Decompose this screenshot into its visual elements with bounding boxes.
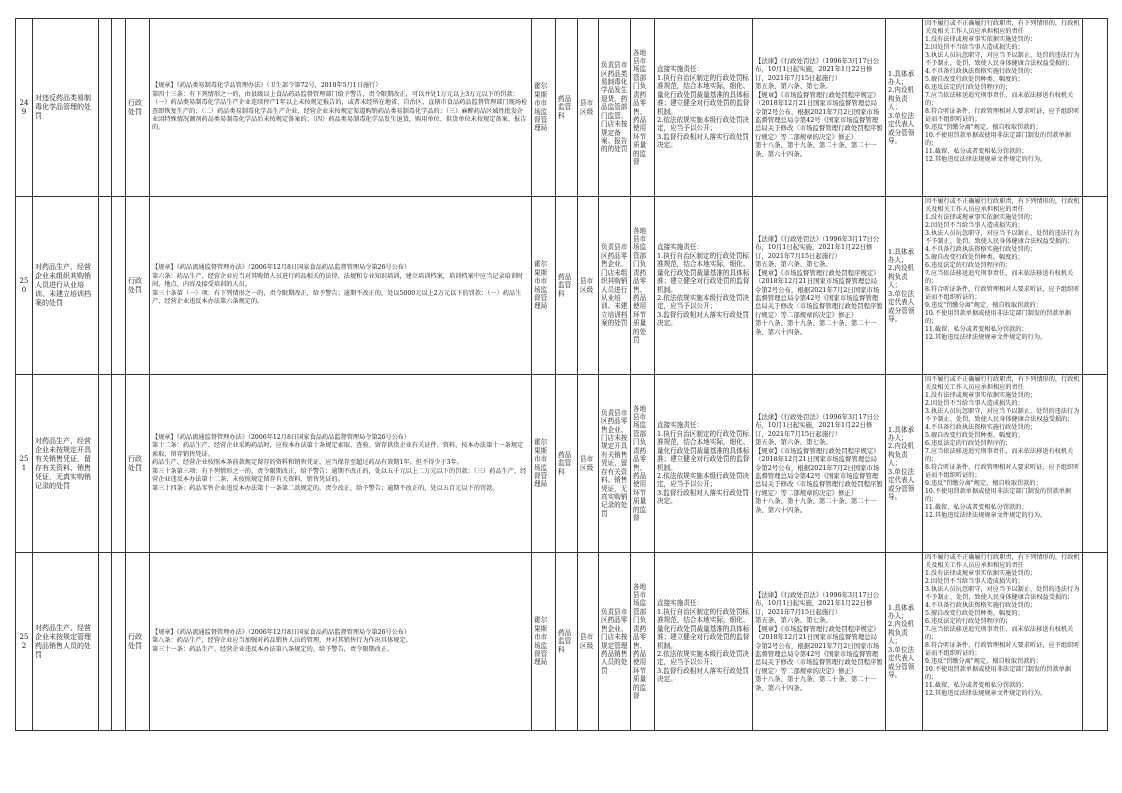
power-list-sheet [15, 18, 1107, 731]
row-number: 251 [16, 375, 33, 553]
item-name: 对药品生产、经营企业未组织其购销人员进行从业培训、未建立培训档案的处罚 [33, 197, 99, 375]
empty-cell [99, 19, 112, 197]
item-name: 对药品生产、经营企业未按规定开具有关销售凭证，留存有关资料、销售凭证，无真实购销记录的处罚 [33, 375, 99, 553]
accountable-subjects: 1.具体承办人； 2.内设机构负责人； 3.单位法定代表人或分管领导。 [886, 197, 923, 375]
table-row [16, 375, 1108, 553]
empty-cell [99, 553, 112, 731]
responsible-office: 药品监管科 [556, 197, 578, 375]
supervising-authority: 各地县市场监管部门负责药品零售、药品使用环节质量的监督 [631, 19, 655, 197]
accountability-situations: 因不履行或不正确履行行政职责，有下列情形的，行政机关及相关工作人员应承担相应的责任 1.没有法律或规章事实依据实施处罚的； 2.因处罚不当给当事人造成损失的； 3.执法人员玩忽职守，对应当予以制止、处罚的违法行为不予制止、处罚，致使人民身体健康合法权益受损的； 4.不具备行政执法资格实施行政处罚的； 5.擅自改变行政处罚种类、幅度的； 6.违反法定的行政处罚程序的； 7.应当依法移送追究刑事责任，而未依法移送有权机关的； 8.符合听证条件、行政管理相对人要求听证，应予组织听证而不组织听证的； 9.违反"罚缴分离"规定，擅自收取罚款的； 10.不使用罚款单据或使用非法定部门制发的罚款单据的； 11.截留、私分或者变相私分罚款的； 12.其他违反法律法规规章文件规定的行为。 [923, 553, 1083, 731]
exercise-level: 县市区级 [578, 553, 599, 731]
row-number: 249 [16, 19, 33, 197]
accountability-basis: 【法律】《行政处罚法》（1996年3月17日公布，10月1日起实施，2021年1月22日修订，2021年7月15日起施行） 第五条、第六条、第七条。 【规章】《市场监督管理行政处罚程序规定》（2018年12月21日国家市场监督管理总局令第2号公布，根据2021年7月2日国家市场监督管理总局令第42号《国家市场监督管理总局关于修改〈市场监督管理行政处罚程序暂行规定〉等二部规章的决定》修正） 第十八条、第十九条、第二十条、第二十一条、第六十四条。 [753, 197, 886, 375]
row-number: 252 [16, 553, 33, 731]
responsibility-items: 直接实施责任： 1.执行自治区制定的行政处罚标准规范，结合本地实际，细化、量化行政处罚裁量基准的具体标准；建立健全对行政处罚的监督机制。 2.依法依规实施本级行政处罚决定，应当予以公开； 3.监督行政相对人落实行政处罚决定。 [655, 375, 753, 553]
power-category: 行政处罚 [126, 19, 150, 197]
remarks-cell [1083, 197, 1108, 375]
exercise-level: 县市区级 [578, 19, 599, 197]
power-category: 行政处罚 [126, 197, 150, 375]
remarks-cell [1083, 375, 1108, 553]
power-list-table [15, 18, 1108, 731]
responsible-office: 药品监管科 [556, 375, 578, 553]
table-row [16, 197, 1108, 375]
power-category: 行政处罚 [126, 553, 150, 731]
accountability-situations: 因不履行或不正确履行行政职责，有下列情形的，行政机关及相关工作人员应承担相应的责任 1.没有法律或规章事实依据实施处罚的； 2.因处罚不当给当事人造成损失的； 3.执法人员玩忽职守，对应当予以制止、处罚的违法行为不予制止、处罚，致使人民身体健康合法权益受损的； 4.不具备行政执法资格实施行政处罚的； 5.擅自改变行政处罚种类、幅度的； 6.违反法定的行政处罚程序的； 7.应当依法移送追究刑事责任，而未依法移送有权机关的； 8.符合听证条件、行政管理相对人要求听证，应予组织听证而不组织听证的； 9.违反"罚缴分离"规定，擅自收取罚款的； 10.不使用罚款单据或使用非法定部门制发的罚款单据的； 11.截留、私分或者变相私分罚款的； 12.其他违反法律法规规章文件规定的行为。 [923, 19, 1083, 197]
legal-basis: 【规章】《药品流通监督管理办法》（2006年12月8日国家食品药品监督管理局令第26号公布） 第六条：药品生产、经营企业应当对其购销人员进行药品相关的法律、法规和专业知识培训，建立培训档案，培训档案中应当记录培训时间、地点、内容及接受培训的人员。 第三十条第（一）项：有下列情形之一的，责令限期改正，给予警告；逾期不改正的，处以5000元以上2万元以下的罚款：（一）药品生产、经营企业违反本办法第六条规定的。 [150, 197, 532, 375]
accountability-basis: 【法律】《行政处罚法》（1996年3月17日公布，10月1日起实施，2021年1月22日修订，2021年7月15日起施行） 第五条、第六条、第七条。 【规章】《市场监督管理行政处罚程序规定》（2018年12月21日国家市场监督管理总局令第2号公布，根据2021年7月2日国家市场监督管理总局令第42号《国家市场监督管理总局关于修改〈市场监督管理行政处罚程序暂行规定〉等二部规章的决定》修正） 第十八条、第十九条、第二十条、第二十一条、第六十四条。 [753, 553, 886, 731]
empty-cell [112, 553, 126, 731]
responsibility-subject: 负责县市区药品零售企业、门店未按规定开具有关销售凭证，留存有关资料、销售凭证，无真实购销记录的处罚 [599, 375, 631, 553]
empty-cell [99, 375, 112, 553]
exercise-level: 县市区级 [578, 375, 599, 553]
empty-cell [99, 197, 112, 375]
accountable-subjects: 1.具体承办人； 2.内设机构负责人； 3.单位法定代表人或分管领导。 [886, 553, 923, 731]
empty-cell [112, 375, 126, 553]
implementing-department: 霍尔果斯市市场监督管理局 [532, 19, 556, 197]
accountability-basis: 【法律】《行政处罚法》（1996年3月17日公布，10月1日起实施，2021年1月22日修订，2021年7月15日起施行） 第五条、第六条、第七条。 【规章】《市场监督管理行政处罚程序规定》（2018年12月21日国家市场监督管理总局令第2号公布，根据2021年7月2日国家市场监督管理总局令第42号《国家市场监督管理总局关于修改〈市场监督管理行政处罚程序暂行规定〉等二部规章的决定》修正） 第十八条、第十九条、第二十条、第二十一条、第六十四条。 [753, 375, 886, 553]
legal-basis: 【规章】《药品流通监督管理办法》（2006年12月8日国家食品药品监督管理局令第26号公布） 第八条：药品生产、经营企业应当加强对药品销售人员的管理，并对其销售行为作出具体规定。 第三十一条：药品生产、经营企业违反本办法第八条规定的，给予警告，责令限期改正。 [150, 553, 532, 731]
accountability-situations: 因不履行或不正确履行行政职责，有下列情形的，行政机关及相关工作人员应承担相应的责任 1.没有法律或规章事实依据实施处罚的； 2.因处罚不当给当事人造成损失的； 3.执法人员玩忽职守，对应当予以制止、处罚的违法行为不予制止、处罚，致使人民身体健康合法权益受损的； 4.不具备行政执法资格实施行政处罚的； 5.擅自改变行政处罚种类、幅度的； 6.违反法定的行政处罚程序的； 7.应当依法移送追究刑事责任，而未依法移送有权机关的； 8.符合听证条件、行政管理相对人要求听证，应予组织听证而不组织听证的； 9.违反"罚缴分离"规定，擅自收取罚款的； 10.不使用罚款单据或使用非法定部门制发的罚款单据的； 11.截留、私分或者变相私分罚款的； 12.其他违反法律法规规章文件规定的行为。 [923, 197, 1083, 375]
accountable-subjects: 1.具体承办人； 2.内设机构负责人； 3.单位法定代表人或分管领导。 [886, 19, 923, 197]
supervising-authority: 各地县市场监管部门负责药品零售、药品使用环节质量的处罚 [631, 197, 655, 375]
implementing-department: 霍尔果斯市市场监督管理局 [532, 197, 556, 375]
exercise-level: 县市区级 [578, 197, 599, 375]
supervising-authority: 各地县市场监管部门负责药品零售、药品使用环节质量的监督 [631, 553, 655, 731]
responsibility-items: 直接实施责任： 1.执行自治区制定的行政处罚标准规范，结合本地实际，细化、量化行政处罚裁量基准的具体标准；建立健全对行政处罚的监督机制。 2.依法依规实施本级行政处罚决定，应当予以公开； 3.监督行政相对人落实行政处罚决定。 [655, 197, 753, 375]
accountability-basis: 【法律】《行政处罚法》（1996年3月17日公布，10月1日起实施，2021年1月22日修订，2021年7月15日起施行） 第五条、第六条、第七条。 【规章】《市场监督管理行政处罚程序规定》（2018年12月21日国家市场监督管理总局令第2号公布，根据2021年7月2日国家市场监督管理总局令第42号《国家市场监督管理总局关于修改〈市场监督管理行政处罚程序暂行规定〉等二部规章的决定》修正） 第十八条、第十九条、第二十条、第二十一条、第六十四条。 [753, 19, 886, 197]
responsible-office: 药品监管科 [556, 19, 578, 197]
responsibility-subject: 负责县市区药品类易制毒化学品发生退货，药品监管部门监管、门店未按规定备案、报告的的处罚 [599, 19, 631, 197]
responsibility-subject: 负责县市区药品零售企业、门店未组织其购销人员进行从业培训、未建立培训档案的处罚 [599, 197, 631, 375]
remarks-cell [1083, 19, 1108, 197]
item-name: 对违反药品类易制毒化学品管理的处罚 [33, 19, 99, 197]
empty-cell [112, 197, 126, 375]
responsibility-items: 直接实施责任： 1.执行自治区制定的行政处罚标准规范，结合本地实际，细化、量化行政处罚裁量基准的具体标准；建立健全对行政处罚的监督机制。 2.依法依规实施本级行政处罚决定，应当予以公开； 3.监督行政相对人落实行政处罚决定。 [655, 19, 753, 197]
power-category: 行政处罚 [126, 375, 150, 553]
row-number: 250 [16, 197, 33, 375]
implementing-department: 霍尔果斯市市场监督管理局 [532, 553, 556, 731]
legal-basis: 【规章】《药品流通监督管理办法》（2006年12月8日国家食品药品监督管理局令第26号公布） 第十二条：药品生产、经营企业采购药品时，应按本办法第十条规定索取、查验、留存供货企业有关证件、资料，按本办法第十一条规定索取、留存销售凭证。 药品生产、经营企业按照本条前款规定留存的资料和销售凭证，应当保存至超过药品有效期1年，但不得少于3年。 第三十条第三项：有下列情形之一的，责令限期改正，给予警告；逾期不改正的，处以五千元以上二万元以下的罚款：（三）药品生产、经营企业违反本办法第十二条，未按照规定留存有关资料、销售凭证的。 第三十四条：药品零售企业违反本办法第十一条第二款规定的，责令改正，给予警告；逾期不改正的，处以五百元以下的罚款。 [150, 375, 532, 553]
supervising-authority: 各地县市场监管部门负责药品零售、药品使用环节质量的监督 [631, 375, 655, 553]
legal-basis: 【规章】《药品类易制毒化学品管理办法》（卫生部令第72号，2010年5月1日施行） 第四十三条：有下列情形之一的，由县级以上食品药品监督管理部门给予警告，责令限期改正，可以并处1万元以上3万元以下的罚款：（一）药品类易制毒化学品生产企业连续停产1年以上未按规定报告的，或者未经所在地省、自治区、直辖市食品药品监督管理部门现场检查即恢复生产的；（二）药品类易制毒化学品生产企业、经营企业未按规定渠道购销药品类易制毒化学品的；（三）麻醉药品区域性批发企业因特殊情况调剂药品类易制毒化学品后未按规定备案的；（四）药品类易制毒化学品发生退货，购用单位、供货单位未按规定备案、报告的。 [150, 19, 532, 197]
responsibility-subject: 负责县市区药品零售企业、门店未按规定管理药品销售人员的处罚 [599, 553, 631, 731]
empty-cell [112, 19, 126, 197]
implementing-department: 霍尔果斯市市场监督管理局 [532, 375, 556, 553]
item-name: 对药品生产、经营企业未按规定管理药品销售人员的处罚 [33, 553, 99, 731]
accountable-subjects: 1.具体承办人； 2.内设机构负责人； 3.单位法定代表人或分管领导。 [886, 375, 923, 553]
responsibility-items: 直接实施责任： 1.执行自治区制定的行政处罚标准规范，结合本地实际，细化、量化行政处罚裁量基准的具体标准；建立健全对行政处罚的监督机制。 2.依法依规实施本级行政处罚决定，应当予以公开； 3.监督行政相对人落实行政处罚决定。 [655, 553, 753, 731]
table-row [16, 553, 1108, 731]
remarks-cell [1083, 553, 1108, 731]
accountability-situations: 因不履行或不正确履行行政职责，有下列情形的，行政机关及相关工作人员应承担相应的责任 1.没有法律或规章事实依据实施处罚的； 2.因处罚不当给当事人造成损失的； 3.执法人员玩忽职守，对应当予以制止、处罚的违法行为不予制止、处罚，致使人民身体健康合法权益受损的； 4.不具备行政执法资格实施行政处罚的； 5.擅自改变行政处罚种类、幅度的； 6.违反法定的行政处罚程序的； 7.应当依法移送追究刑事责任，而未依法移送有权机关的； 8.符合听证条件、行政管理相对人要求听证，应予组织听证而不组织听证的； 9.违反"罚缴分离"规定，擅自收取罚款的； 10.不使用罚款单据或使用非法定部门制发的罚款单据的； 11.截留、私分或者变相私分罚款的； 12.其他违反法律法规规章文件规定的行为。 [923, 375, 1083, 553]
table-row [16, 19, 1108, 197]
responsible-office: 药品监管科 [556, 553, 578, 731]
